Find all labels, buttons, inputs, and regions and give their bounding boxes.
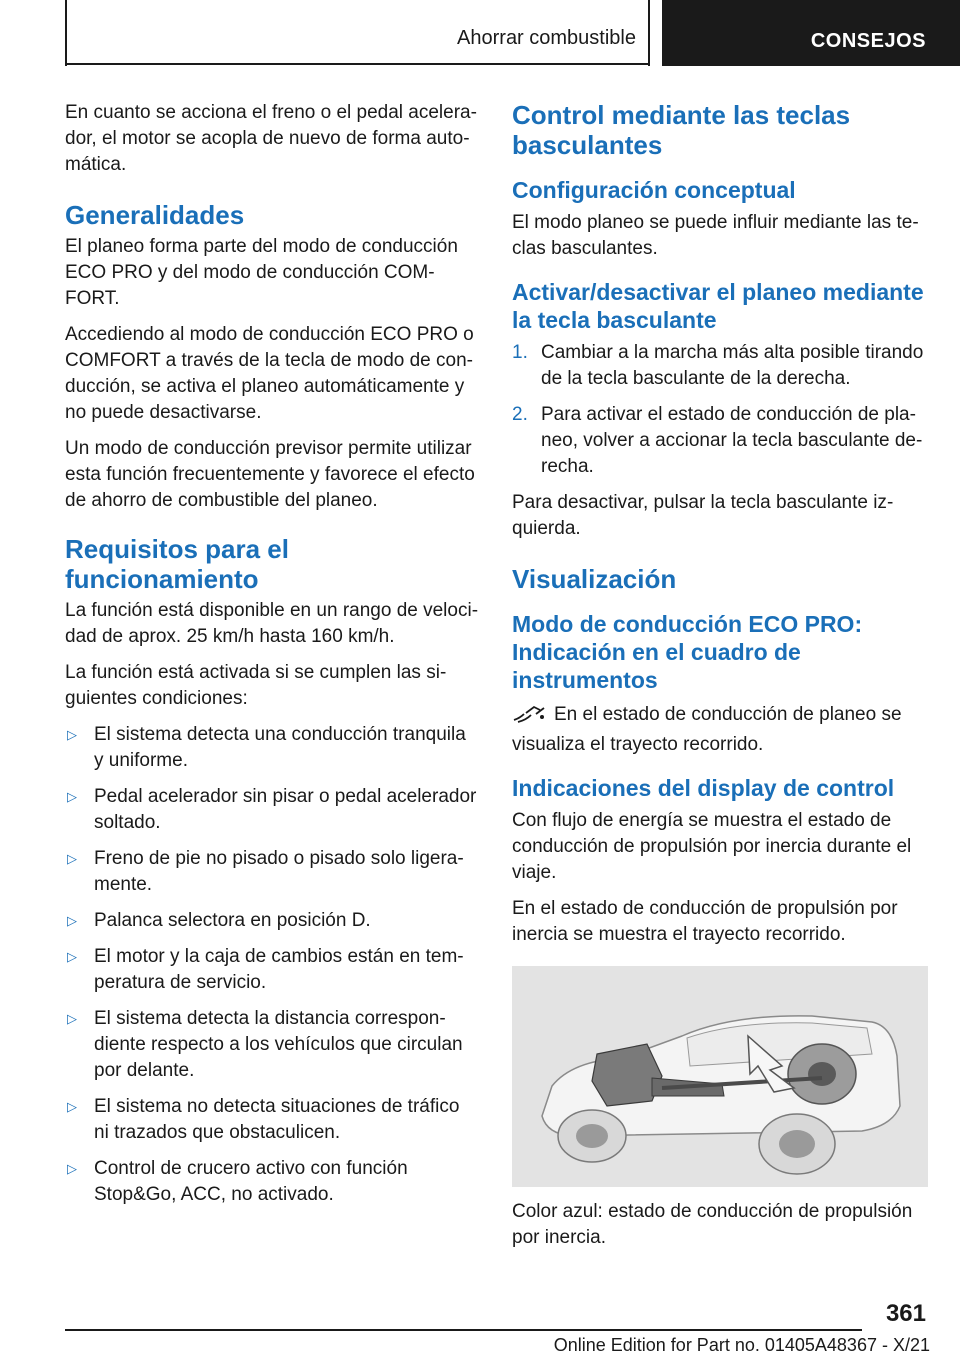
bullet-marker-icon: ▷ (67, 851, 77, 866)
footer-edition: Online Edition for Part no. 01405A48367 - X/21 (553, 1335, 930, 1355)
list-item (65, 1156, 479, 1208)
paragraph-requisitos-2: La función está activada si se cumplen las siguientes condiciones: (65, 662, 447, 709)
intro-paragraph: En cuanto se acciona el freno o el pedal acelerador, el motor se acopla de nuevo de forma automática. (65, 102, 477, 175)
paragraph-generalidades-1: El planeo forma parte del modo de conducción ECO PRO y del modo de conducción COMFORT. (65, 236, 458, 309)
paragraph-display-2: En el estado de conducción de propulsión por inercia se muestra el trayecto recorrido. (512, 898, 898, 945)
footer-rule (65, 1329, 862, 1331)
step-number: 2. (512, 404, 528, 425)
step-number: 1. (512, 342, 528, 363)
step-item (512, 402, 928, 480)
list-item-text: Palanca selectora en posición D. (94, 910, 371, 931)
right-column (512, 100, 928, 1261)
header-rule-left (65, 0, 67, 66)
vehicle-drivetrain-figure (512, 966, 928, 1187)
header-chapter-tab (662, 0, 960, 66)
header-chapter-label: CONSEJOS (810, 30, 926, 52)
bullet-marker-icon: ▷ (67, 727, 77, 742)
header-rule-mid (648, 0, 650, 66)
list-item-text: El motor y la caja de cambios están en temperatura de servicio. (94, 946, 464, 993)
paragraph-eco-pro (512, 702, 928, 758)
list-item-text: El sistema detecta la distancia correspondiente respecto a los vehículos que circulan por delante. (94, 1008, 463, 1081)
list-item-text: Pedal acelerador sin pisar o pedal acelerador soltado. (94, 786, 477, 833)
bullet-marker-icon: ▷ (67, 789, 77, 804)
paragraph-generalidades-3: Un modo de conducción previsor permite utilizar esta función frecuentemente y favorece el efecto de ahorro de combustible del planeo. (65, 438, 475, 511)
bullet-marker-icon: ▷ (67, 1011, 77, 1026)
bullet-marker-icon: ▷ (67, 949, 77, 964)
bullet-marker-icon: ▷ (67, 1161, 77, 1176)
car-illustration (512, 966, 928, 1187)
page-header (0, 0, 960, 66)
list-item-text: El sistema no detecta situaciones de tráfico ni trazados que obstaculicen. (94, 1096, 460, 1143)
list-item (65, 722, 479, 774)
paragraph-eco-pro-text: En el estado de conducción de planeo se visualiza el trayecto recorrido. (512, 704, 902, 755)
paragraph-generalidades-2: Accediendo al modo de conducción ECO PRO o COMFORT a través de la tecla de modo de conducción, se activa el planeo automáticamente y no puede desactivarse. (65, 324, 474, 423)
paragraph-configuracion: El modo planeo se puede influir mediante las teclas basculantes. (512, 212, 919, 259)
paragraph-requisitos-1: La función está disponible en un rango de velocidad de aprox. 25 km/h hasta 160 km/h. (65, 600, 479, 647)
heading-modo-eco-pro: Modo de conducción ECO PRO: Indicación en el cuadro de instrumentos (512, 611, 863, 693)
heading-visualizacion: Visualización (512, 564, 677, 594)
conditions-list (65, 722, 479, 1208)
bullet-marker-icon: ▷ (67, 1099, 77, 1114)
header-section-title: Ahorrar combustible (457, 27, 636, 49)
list-item-text: El sistema detecta una conducción tranquila y uniforme. (94, 724, 466, 771)
heading-activar-planeo: Activar/desactivar el planeo mediante la tecla basculante (512, 279, 924, 333)
figure-caption: Color azul: estado de conducción de propulsión por inercia. (512, 1201, 913, 1248)
heading-control-teclas: Control mediante las teclas basculantes (512, 100, 851, 160)
heading-requisitos: Requisitos para el funcionamiento (65, 534, 289, 594)
step-text: Para activar el estado de conducción de planeo, volver a accionar la tecla basculante derecha. (541, 404, 923, 477)
left-column (65, 100, 479, 1218)
list-item-text: Control de crucero activo con función Stop&Go, ACC, no activado. (94, 1158, 408, 1205)
heading-display-control: Indicaciones del display de control (512, 775, 895, 801)
list-item (65, 908, 479, 934)
list-item-text: Freno de pie no pisado o pisado solo ligeramente. (94, 848, 464, 895)
list-item (65, 784, 479, 836)
bullet-marker-icon: ▷ (67, 913, 77, 928)
heading-generalidades: Generalidades (65, 200, 245, 230)
list-item (65, 846, 479, 898)
paragraph-display-1: Con flujo de energía se muestra el estado de conducción de propulsión por inercia durante el viaje. (512, 810, 912, 883)
coasting-icon (512, 704, 548, 732)
heading-configuracion: Configuración conceptual (512, 177, 796, 203)
header-rule-bottom (65, 63, 650, 65)
list-item (65, 1006, 479, 1084)
page-number: 361 (885, 1300, 926, 1327)
step-item (512, 340, 928, 392)
steps-list (512, 340, 928, 480)
list-item (65, 944, 479, 996)
list-item (65, 1094, 479, 1146)
step-text: Cambiar a la marcha más alta posible tirando de la tecla basculante de la derecha. (541, 342, 924, 389)
paragraph-desactivar: Para desactivar, pulsar la tecla basculante izquierda. (512, 492, 894, 539)
